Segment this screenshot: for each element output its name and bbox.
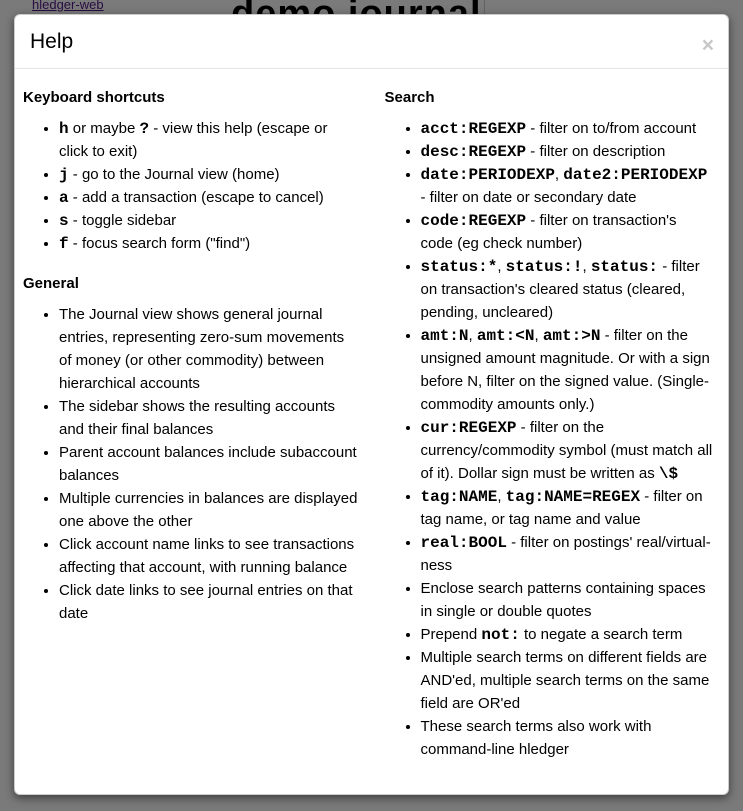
help-list-item [421,531,713,577]
inline-code: tag:NAME=REGEX [505,488,641,506]
inline-text: Click date links to see journal entries on that date [59,582,353,622]
inline-text: Multiple search terms on different fields are AND'ed, multiple search terms on the same field are OR'ed [420,649,710,712]
general-list [23,303,358,625]
inline-code: j [59,166,69,184]
keyboard-shortcuts-heading: Keyboard shortcuts [23,89,165,106]
inline-code: amt:<N [476,327,535,345]
inline-text: , [468,327,477,344]
help-list-item [59,441,358,487]
search-list [385,117,715,761]
help-list-item [59,232,358,255]
inline-code: amt:N [420,327,469,345]
inline-text: , [582,258,591,275]
inline-text: - filter on tag name, or tag name and value [420,488,703,528]
help-list-item [421,209,713,255]
inline-text: , [497,488,506,505]
inline-code: tag:NAME [420,488,498,506]
inline-code: real:BOOL [420,534,507,552]
modal-header [15,15,728,69]
help-list-item [421,715,713,761]
inline-text: - filter on the unsigned amount magnitude. Or with a sign before N, filter on the signed value. (Single-commodity amounts only.) [420,327,710,413]
inline-code: ? [139,120,150,138]
inline-text: - filter on description [526,143,666,160]
inline-code: desc:REGEXP [420,143,527,161]
inline-code: status:! [505,258,583,276]
help-list-item [421,117,713,140]
help-list-item [59,395,358,441]
inline-text: - filter on transaction's code (eg check number) [420,212,677,252]
help-list-item [59,163,358,186]
help-list-item [421,140,713,163]
general-heading: General [23,275,79,292]
inline-text: - filter on to/from account [526,120,697,137]
inline-text: - filter on the currency/commodity symbol (must match all of it). Dollar sign must be written as [420,419,713,482]
help-list-item [421,485,713,531]
inline-text: - focus search form ("find") [68,235,251,252]
inline-code: a [59,189,69,207]
inline-text: - add a transaction (escape to cancel) [68,189,324,206]
inline-text: or maybe [68,120,140,137]
inline-text: Enclose search patterns containing spaces in single or double quotes [420,580,706,620]
inline-text: - filter on date or secondary date [420,189,637,206]
help-list-item [421,577,713,623]
help-list-item [421,255,713,324]
help-list-item [59,186,358,209]
help-list-item [59,209,358,232]
inline-code: code:REGEXP [420,212,527,230]
help-list-item [59,533,358,579]
inline-text: The Journal view shows general journal entries, representing zero-sum movements of money (or other commodity) between hierarchical accounts [59,306,345,392]
inline-code: s [59,212,69,230]
inline-text: , [497,258,506,275]
inline-code: date:PERIODEXP [420,166,555,184]
inline-text: Click account name links to see transactions affecting that account, with running balance [59,536,355,576]
help-list-item [421,623,713,646]
help-column-right [372,69,729,771]
inline-text: - filter on transaction's cleared status (cleared, pending, uncleared) [420,258,700,321]
inline-text: The sidebar shows the resulting accounts and their final balances [59,398,335,438]
inline-text: Parent account balances include subaccount balances [59,444,357,484]
help-list-item [421,163,713,209]
inline-code: not: [481,626,520,644]
inline-text: Multiple currencies in balances are displayed one above the other [59,490,358,530]
inline-text: - go to the Journal view (home) [68,166,280,183]
help-modal [14,14,729,795]
help-list-item [59,579,358,625]
inline-text: , [534,327,543,344]
help-list-item [421,324,713,416]
keyboard-shortcuts-list [23,117,358,255]
inline-code: acct:REGEXP [420,120,527,138]
help-list-item [421,416,713,485]
inline-code: f [59,235,69,253]
help-list-item [59,117,358,163]
inline-code: status:* [420,258,498,276]
inline-code: cur:REGEXP [420,419,517,437]
inline-code: date2:PERIODEXP [563,166,708,184]
inline-text: - toggle sidebar [68,212,177,229]
inline-text: - view this help (escape or click to exit) [59,120,328,160]
inline-text: to negate a search term [519,626,683,643]
close-icon[interactable]: × [701,34,714,57]
inline-text: , [554,166,564,183]
help-list-item [59,487,358,533]
modal-body [15,69,728,771]
inline-code: h [59,120,69,138]
search-heading: Search [384,89,435,106]
inline-text: Prepend [420,626,482,643]
inline-code: amt:>N [542,327,601,345]
inline-text: - filter on postings' real/virtual-ness [420,534,711,574]
inline-code: \$ [658,465,679,483]
inline-text: These search terms also work with command-line hledger [420,718,652,758]
help-list-item [421,646,713,715]
help-list-item [59,303,358,395]
help-column-left [15,69,372,771]
modal-title: Help [30,30,74,53]
inline-code: status: [590,258,659,276]
